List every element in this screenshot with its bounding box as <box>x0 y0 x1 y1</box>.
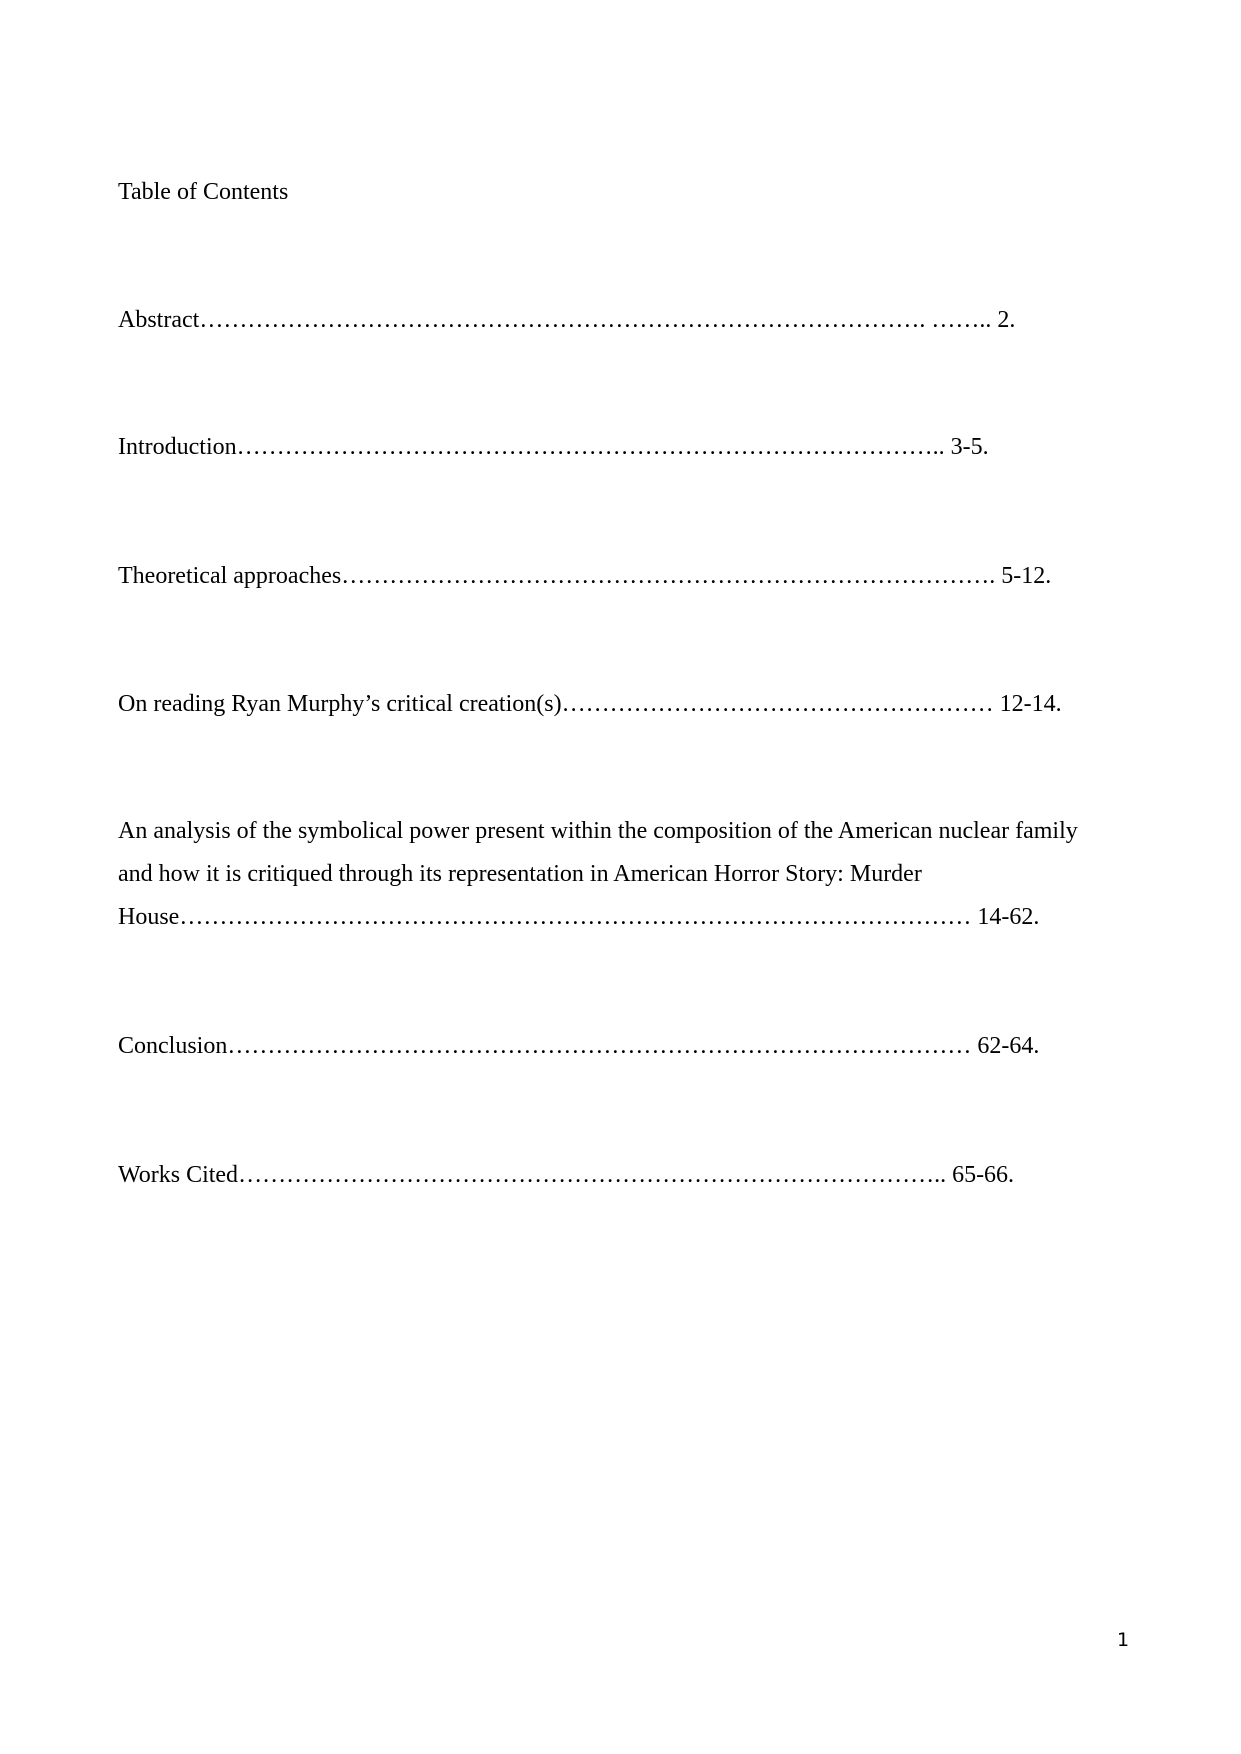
entry-title-line-1: An analysis of the symbolical power present within the composition of the American nuclear family <box>118 818 1078 844</box>
entry-pages: 65-66. <box>946 1162 1015 1188</box>
toc-entry-abstract[interactable] <box>118 305 1015 335</box>
entry-pages: 5-12. <box>995 563 1052 589</box>
dot-leader: …………………………………………………………………………….. <box>236 434 945 460</box>
dot-leader: …………………………………………………………………………….. <box>238 1162 947 1188</box>
dot-leader: ………………………………………………………………………………. …….. <box>199 307 992 333</box>
entry-title: On reading Ryan Murphy’s critical creation(s) <box>118 691 562 717</box>
dot-leader: ……………………………………………………………………………………… <box>179 904 972 930</box>
entry-title: Theoretical approaches <box>118 563 342 589</box>
toc-heading: Table of Contents <box>118 179 289 205</box>
entry-title: House <box>118 904 180 930</box>
entry-title: Works Cited <box>118 1162 239 1188</box>
entry-pages: 62-64. <box>971 1033 1040 1059</box>
toc-entry-works-cited[interactable] <box>118 1160 1014 1190</box>
entry-title: Introduction <box>118 434 237 460</box>
dot-leader: ………………………………………………………………………………… <box>227 1033 972 1059</box>
entry-title-line-3 <box>118 902 1039 932</box>
dot-leader: ………………………………………………………………………. <box>341 563 996 589</box>
toc-entry-introduction[interactable] <box>118 432 989 462</box>
toc-entry-theoretical-approaches[interactable] <box>118 561 1051 591</box>
entry-pages: 2. <box>991 307 1016 333</box>
entry-title: Abstract <box>118 307 200 333</box>
toc-entry-ryan-murphy[interactable] <box>118 689 1062 719</box>
page-number: 1 <box>1117 1629 1130 1651</box>
entry-pages: 12-14. <box>993 691 1062 717</box>
dot-leader: ……………………………………………… <box>561 691 994 717</box>
toc-entry-conclusion[interactable] <box>118 1031 1039 1061</box>
entry-pages: 14-62. <box>971 904 1040 930</box>
entry-title: Conclusion <box>118 1033 228 1059</box>
entry-pages: 3-5. <box>944 434 989 460</box>
entry-title-line-2: and how it is critiqued through its representation in American Horror Story: Murder <box>118 861 922 887</box>
